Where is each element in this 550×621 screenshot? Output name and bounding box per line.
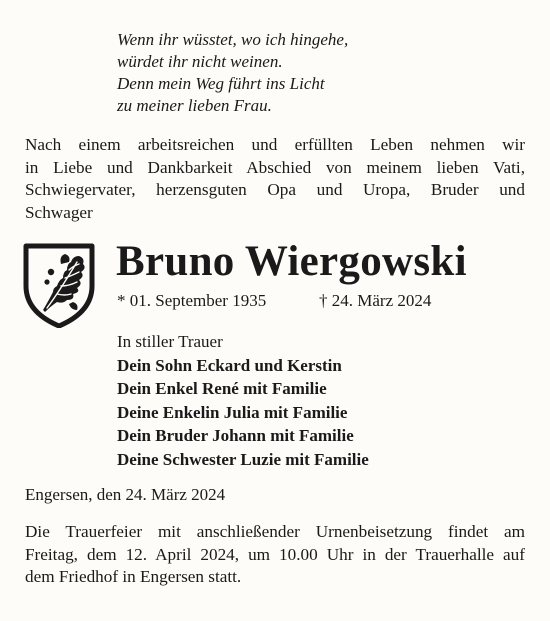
mourner-line: Deine Schwester Luzie mit Familie (117, 449, 369, 469)
intro-line: Nach einem arbeitsreichen und erfüllten Leben nehmen wir (25, 135, 525, 154)
poem (117, 29, 348, 117)
mourners-block (117, 330, 369, 471)
death-date: † 24. März 2024 (319, 291, 432, 310)
coat-of-arms-icon (23, 242, 95, 328)
birth-date: * 01. September 1935 (117, 291, 267, 310)
funeral-line: dem Friedhof in Engersen statt. (25, 567, 242, 586)
mourner-line: Dein Sohn Eckard und Kerstin (117, 355, 342, 375)
mourner-line: Dein Bruder Johann mit Familie (117, 426, 354, 445)
funeral-line: Freitag, dem 12. April 2024, um 10.00 Uhr in der Trauerhalle auf (25, 544, 525, 564)
poem-line: Denn mein Weg führt ins Licht (117, 74, 325, 93)
funeral-line: Die Trauerfeier mit anschließender Urnenbeisetzung findet am (25, 522, 525, 541)
intro-line: in Liebe und Dankbarkeit Abschied von meinem lieben Vati, (25, 157, 525, 177)
mourning-phrase: In stiller Trauer (117, 332, 223, 351)
intro-line: Schwiegervater, herzensguten Opa und Uropa, Bruder und (25, 180, 525, 199)
deceased-name: Bruno Wiergowski (116, 238, 467, 285)
intro-text (25, 134, 525, 224)
mourner-line: Deine Enkelin Julia mit Familie (117, 402, 348, 422)
funeral-info (25, 521, 525, 589)
poem-line: Wenn ihr wüsstet, wo ich hingehe, (117, 30, 349, 49)
poem-line: würdet ihr nicht weinen. (117, 52, 283, 71)
mourner-line: Dein Enkel René mit Familie (117, 379, 327, 398)
poem-line: zu meiner lieben Frau. (117, 96, 272, 115)
intro-line: Schwager (25, 202, 93, 222)
place-and-date: Engersen, den 24. März 2024 (25, 485, 226, 504)
